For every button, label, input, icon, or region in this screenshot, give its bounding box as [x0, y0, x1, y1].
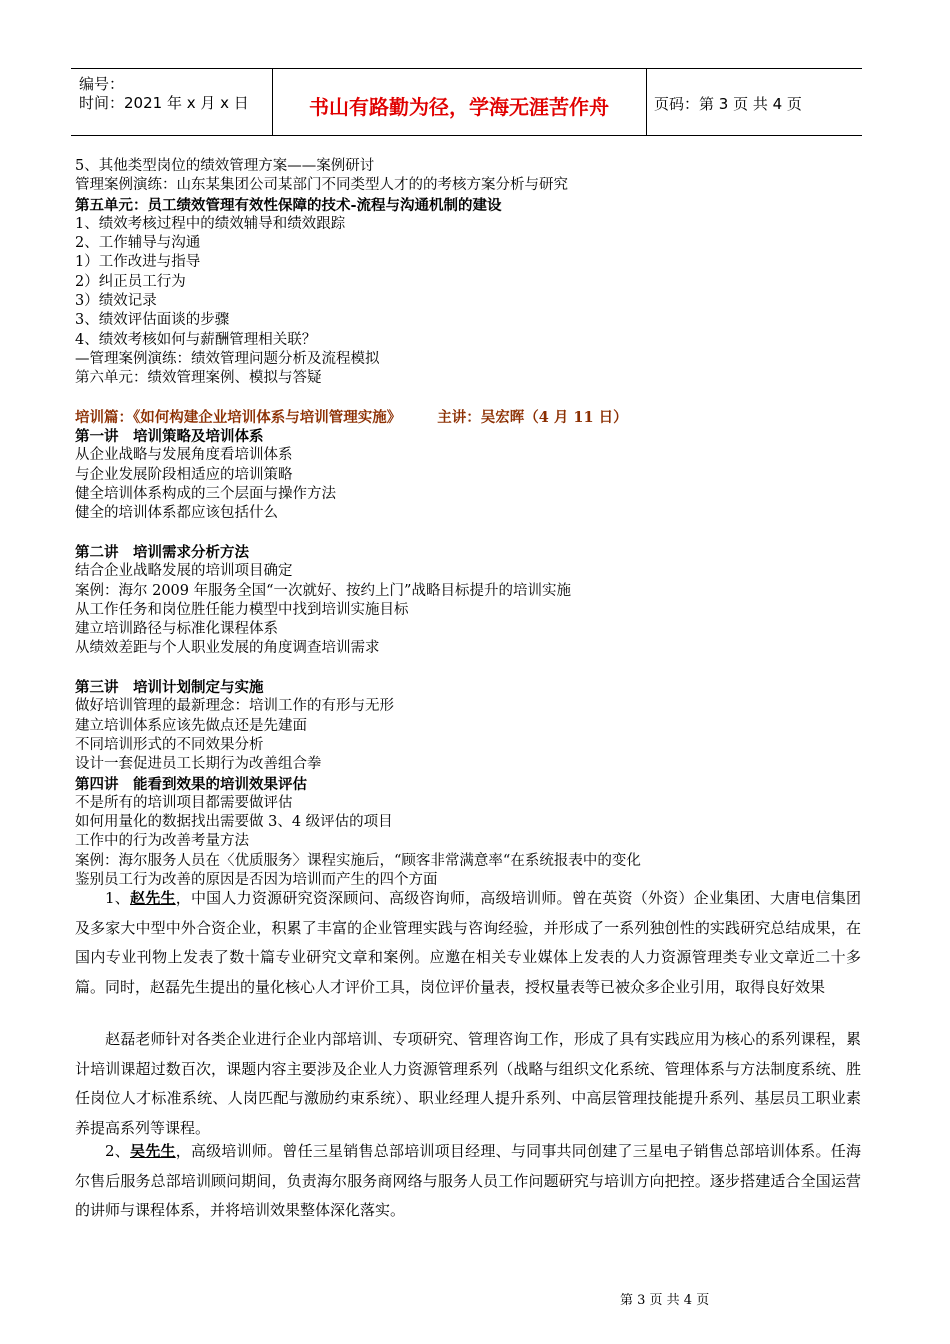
page-info: 页码：第 3 页 共 4 页: [654, 95, 802, 113]
header-left-cell: [71, 69, 273, 135]
text-line: 3）绩效记录: [75, 293, 157, 310]
text-line: 第六单元：绩效管理案例、模拟与答疑: [75, 370, 322, 387]
bio-text: ，高级培训师。曾任三星销售总部培训项目经理、与同事共同创建了三星电子销售总部培训体系。任海尔售后服务总部培训顾问期间，负责海尔服务商网络与服务人员工作问题研究与培训方向把控。逐步搭建适合全国运营的讲师与课程体系，并将培训效果整体深化落实。: [75, 1142, 861, 1220]
list-item: 健全的培训体系都应该包括什么: [75, 505, 278, 522]
bio-prefix: 1、: [105, 889, 131, 907]
list-item: 不是所有的培训项目都需要做评估: [75, 794, 293, 811]
text-line: 5、其他类型岗位的绩效管理方案——案例研讨: [75, 158, 375, 174]
bio-text: ，中国人力资源研究资深顾问、高级咨询师，高级培训师。曾在英资（外资）企业集团、大唐电信集团及多家大中型中外合资企业，积累了丰富的企业管理实践与咨询经验，并形成了一系列独创性的实践研究总结成果，在国内专业刊物上发表了数十篇专业研究文章和案例。应邀在相关专业媒体上发表的人力资源管理类专业文章近二十多篇。同时，赵磊先生提出的量化核心人才评价工具，岗位评价量表，授权量表等已被众多企业引用，取得良好效果: [75, 889, 861, 996]
list-item: 结合企业战略发展的培训项目确定: [75, 563, 293, 580]
text-line: 2、工作辅导与沟通: [75, 235, 201, 252]
page-header: [71, 68, 862, 136]
bio-text: 赵磊老师针对各类企业进行企业内部培训、专项研究、管理咨询工作，形成了具有实践应用为核心的系列课程，累计培训课超过数百次，课题内容主要涉及企业人力资源管理系列（战略与组织文化系统、管理体系与方法制度系统、胜任岗位人才标准系统、人岗匹配与激励约束系统）、职业经理人提升系列、中高层管理技能提升系列、基层员工职业素养提高系列等课程。: [75, 1030, 861, 1137]
list-item: 设计一套促进员工长期行为改善组合拳: [75, 756, 322, 773]
training-speaker: 主讲：吴宏晖（4 月 11 日）: [437, 408, 628, 426]
list-item: 与企业发展阶段相适应的培训策略: [75, 466, 293, 483]
list-item: 不同培训形式的不同效果分析: [75, 736, 264, 753]
training-title: 培训篇：《如何构建企业培训体系与培训管理实施》: [75, 408, 402, 426]
list-item: 工作中的行为改善考量方法: [75, 833, 249, 850]
motto: 书山有路勤为径，学海无涯苦作舟: [309, 95, 609, 119]
lecture-heading: 第四讲 能看到效果的培训效果评估: [75, 775, 307, 793]
text-line: 4、绩效考核如何与薪酬管理相关联？: [75, 331, 317, 348]
list-item: 从绩效差距与个人职业发展的角度调查培训需求: [75, 640, 380, 657]
unit-heading: 第五单元：员工绩效管理有效性保障的技术-流程与沟通机制的建设: [75, 196, 502, 214]
bio-prefix: 2、: [105, 1142, 131, 1160]
text-line: 2）纠正员工行为: [75, 273, 186, 290]
list-item: 从企业战略与发展角度看培训体系: [75, 447, 293, 464]
list-item: 建立培训体系应该先做点还是先建面: [75, 717, 307, 734]
lecture-heading: 第三讲 培训计划制定与实施: [75, 679, 264, 697]
list-item: 健全培训体系构成的三个层面与操作方法: [75, 486, 336, 503]
list-item: 鉴别员工行为改善的原因是否因为培训而产生的四个方面: [75, 871, 438, 888]
header-right-cell: [646, 69, 862, 135]
time-label: 时间：2021 年 x 月 x 日: [79, 94, 249, 112]
list-item: 如何用量化的数据找出需要做 3、4 级评估的项目: [75, 814, 393, 831]
bio-paragraph-2: [75, 1025, 861, 1143]
list-item: 建立培训路径与标准化课程体系: [75, 621, 278, 638]
lecture-heading: 第一讲 培训策略及培训体系: [75, 428, 264, 446]
list-item: 从工作任务和岗位胜任能力模型中找到培训实施目标: [75, 601, 409, 618]
text-line: 管理案例演练：山东某集团公司某部门不同类型人才的的考核方案分析与研究: [75, 177, 568, 194]
text-line: 1）工作改进与指导: [75, 254, 201, 271]
document-body: [75, 157, 865, 890]
text-line: 1、绩效考核过程中的绩效辅导和绩效跟踪: [75, 215, 346, 232]
list-item: 案例：海尔服务人员在〈优质服务〉课程实施后，“顾客非常满意率“在系统报表中的变化: [75, 852, 641, 869]
bio-name: 吴先生: [130, 1142, 176, 1160]
page-footer: 第 3 页 共 4 页: [620, 1293, 710, 1308]
header-motto-cell: [272, 69, 647, 135]
list-item: 做好培训管理的最新理念：培训工作的有形与无形: [75, 698, 394, 715]
bio-name: 赵先生: [130, 889, 176, 907]
list-item: 案例：海尔 2009 年服务全国“一次就好、按约上门”战略目标提升的培训实施: [75, 582, 571, 599]
training-title-line: [75, 408, 865, 427]
text-line: 3、绩效评估面谈的步骤: [75, 312, 230, 329]
text-line: —管理案例演练：绩效管理问题分析及流程模拟: [75, 350, 380, 367]
lecture-heading: 第二讲 培训需求分析方法: [75, 543, 249, 561]
bio-paragraph-3: [75, 1137, 861, 1226]
bio-paragraph-1: [75, 884, 861, 1002]
number-label: 编号：: [79, 75, 125, 93]
